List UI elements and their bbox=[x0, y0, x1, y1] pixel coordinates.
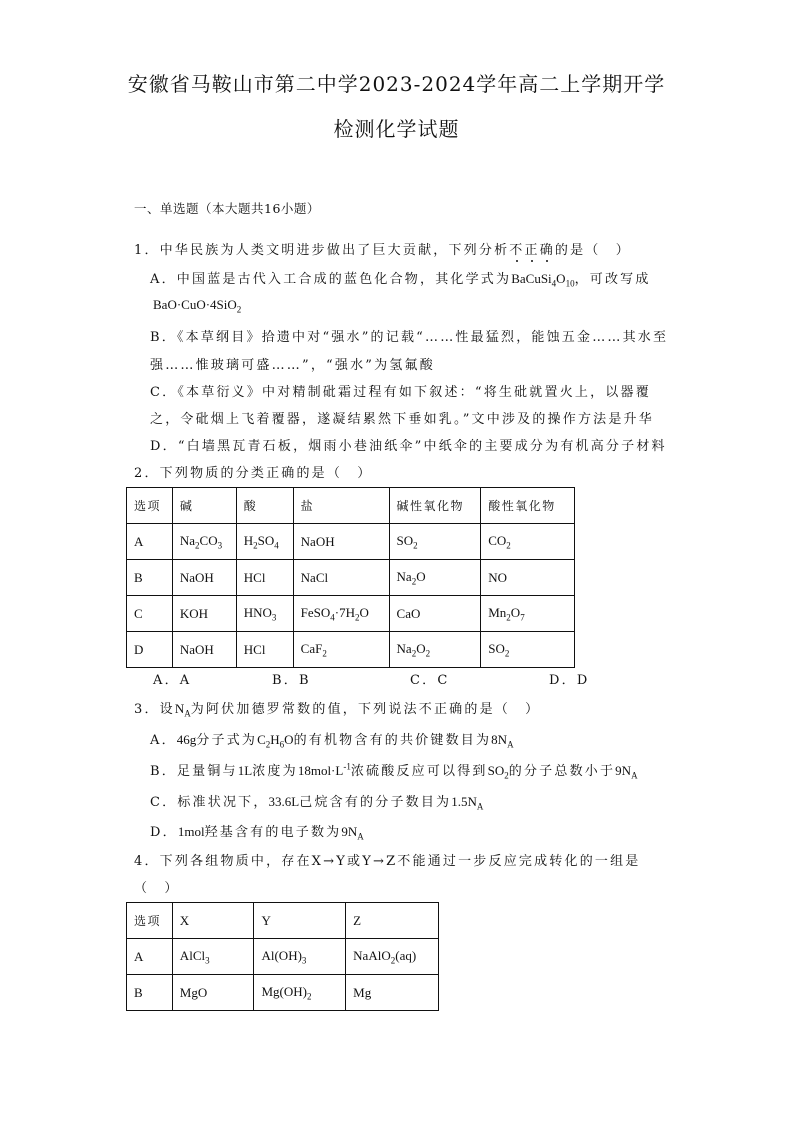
q4-stem-line2: （ ） bbox=[134, 881, 180, 896]
q3-option-c: C．标准状况下，33.6L己烷含有的分子数目为$1.5N_A$ bbox=[150, 794, 484, 812]
q1-stem: 1．中华民族为人类文明进步做出了巨大贡献，下列分析不正确的是（ ） bbox=[134, 243, 631, 258]
q2-table-cell: NaOH bbox=[293, 524, 389, 560]
q1-emphasis bbox=[509, 243, 555, 258]
q2-table-cell: $SO_2$ bbox=[481, 632, 575, 668]
q1-option-c-line1: C．《本草衍义》中对精制砒霜过程有如下叙述：“将生砒就置火上，以器覆 bbox=[150, 385, 651, 400]
q2-option-c: C．C bbox=[410, 673, 450, 688]
q2-table-cell: C bbox=[127, 596, 173, 632]
q1-formula-bacusio: $BaCuSi_4O_{10}$ bbox=[511, 271, 575, 289]
q4-table-cell: MgO bbox=[172, 975, 254, 1011]
q4-table-row bbox=[127, 939, 439, 975]
q2-table-cell: A bbox=[127, 524, 173, 560]
q4-table-cell: A bbox=[127, 939, 173, 975]
q2-header-cell: 碱性氧化物 bbox=[389, 488, 481, 524]
q2-table bbox=[126, 487, 575, 668]
q2-stem: 2．下列物质的分类正确的是（ ） bbox=[134, 466, 373, 481]
emphasis-char: 正 bbox=[524, 243, 540, 258]
q1-option-c-line2: 之，令砒烟上飞着覆器，遂凝结累然下垂如乳。”文中涉及的操作方法是升华 bbox=[150, 412, 654, 427]
q4-header-cell: 选项 bbox=[127, 903, 173, 939]
q4-table-cell: B bbox=[127, 975, 173, 1011]
q2-header-cell: 碱 bbox=[172, 488, 236, 524]
q2-table-cell: NO bbox=[481, 560, 575, 596]
q4-table-cell: Mg bbox=[346, 975, 439, 1011]
q2-table-cell: $Na_2CO_3$ bbox=[172, 524, 236, 560]
q2-table-cell: HCl bbox=[236, 632, 293, 668]
q2-header-cell: 选项 bbox=[127, 488, 173, 524]
q2-header-cell: 酸 bbox=[236, 488, 293, 524]
q2-table-cell: $HNO_3$ bbox=[236, 596, 293, 632]
q2-table-cell: $SO_2$ bbox=[389, 524, 481, 560]
q2-header-cell: 盐 bbox=[293, 488, 389, 524]
emphasis-char: 不 bbox=[509, 243, 525, 258]
q2-table-row bbox=[127, 524, 575, 560]
q2-table-cell: NaOH bbox=[172, 560, 236, 596]
q3-option-d: D．1mol羟基含有的电子数为$9N_A$ bbox=[150, 824, 364, 842]
section-heading: 一、单选题（本大题共16小题） bbox=[134, 201, 320, 216]
q2-table-cell: NaCl bbox=[293, 560, 389, 596]
q2-table-cell: $H_2SO_4$ bbox=[236, 524, 293, 560]
q2-table-cell: CaO bbox=[389, 596, 481, 632]
q2-table-cell: CaF$_2$ bbox=[293, 632, 389, 668]
emphasis-char: 确 bbox=[539, 243, 555, 258]
q2-table-row bbox=[127, 632, 575, 668]
q2-option-b: B．B bbox=[272, 673, 311, 688]
q2-table-cell: $Mn_2O_7$ bbox=[481, 596, 575, 632]
q2-table-row bbox=[127, 560, 575, 596]
q2-option-d: D．D bbox=[549, 673, 590, 688]
q2-header-cell: 酸性氧化物 bbox=[481, 488, 575, 524]
q1-option-a-line2: BaO·CuO·4SiO$_2$ bbox=[153, 297, 242, 315]
q4-header-cell: X bbox=[172, 903, 254, 939]
q2-table-row bbox=[127, 596, 575, 632]
q4-stem-line1: 4．下列各组物质中，存在X→Y或Y→Z不能通过一步反应完成转化的一组是 bbox=[134, 854, 641, 869]
q2-table-cell: $CO_2$ bbox=[481, 524, 575, 560]
q4-table-cell: AlCl$_3$ bbox=[172, 939, 254, 975]
q4-table-cell: $Mg(OH)_2$ bbox=[254, 975, 346, 1011]
q2-table-cell: NaOH bbox=[172, 632, 236, 668]
title-line-1: 安徽省马鞍山市第二中学2023-2024学年高二上学期开学 bbox=[127, 72, 666, 96]
q2-table-cell: $Na_2O$ bbox=[389, 560, 481, 596]
q1-option-a-line1: A．中国蓝是古代入工合成的蓝色化合物，其化学式为$BaCuSi_4O_{10}$，可改写成 bbox=[150, 271, 651, 289]
q1-option-b-line1: B．《本草纲目》拾遗中对“强水”的记载“……性最猛烈，能蚀五金……其水至 bbox=[150, 330, 669, 345]
q2-table-cell: HCl bbox=[236, 560, 293, 596]
q4-table-header-row bbox=[127, 903, 439, 939]
q4-table-cell: $Al(OH)_3$ bbox=[254, 939, 346, 975]
q3-stem: 3．设$N_A$为阿伏加德罗常数的值，下列说法不正确的是（ ） bbox=[134, 701, 541, 719]
q1-option-d: D．“白墙黑瓦青石板，烟雨小巷油纸伞”中纸伞的主要成分为有机高分子材料 bbox=[150, 439, 667, 454]
q4-table-cell: NaAlO$_2$(aq) bbox=[346, 939, 439, 975]
q3-option-b: B．足量铜与1L浓度为$18mol\cdot L^{-1}$浓硫酸反应可以得到$SO_2$的分子总数小于$9N_A$ bbox=[150, 761, 638, 781]
q2-table-cell: $FeSO_4\cdot 7H_2O$ bbox=[293, 596, 389, 632]
q4-header-cell: Z bbox=[346, 903, 439, 939]
title-line-2: 检测化学试题 bbox=[333, 117, 460, 141]
q4-header-cell: Y bbox=[254, 903, 346, 939]
q2-table-cell: B bbox=[127, 560, 173, 596]
q3-option-a: A．46g分子式为$C_2H_6O$的有机物含有的共价键数目为$8N_A$ bbox=[150, 732, 514, 750]
q4-table bbox=[126, 902, 439, 1011]
q2-table-cell: $Na_2O_2$ bbox=[389, 632, 481, 668]
q1-option-b-line2: 强……惟玻璃可盛……”，“强水”为氢氟酸 bbox=[150, 358, 435, 373]
q4-table-row bbox=[127, 975, 439, 1011]
q2-table-header-row bbox=[127, 488, 575, 524]
q2-table-cell: D bbox=[127, 632, 173, 668]
q2-option-a: A．A bbox=[153, 673, 192, 688]
q2-table-cell: KOH bbox=[172, 596, 236, 632]
